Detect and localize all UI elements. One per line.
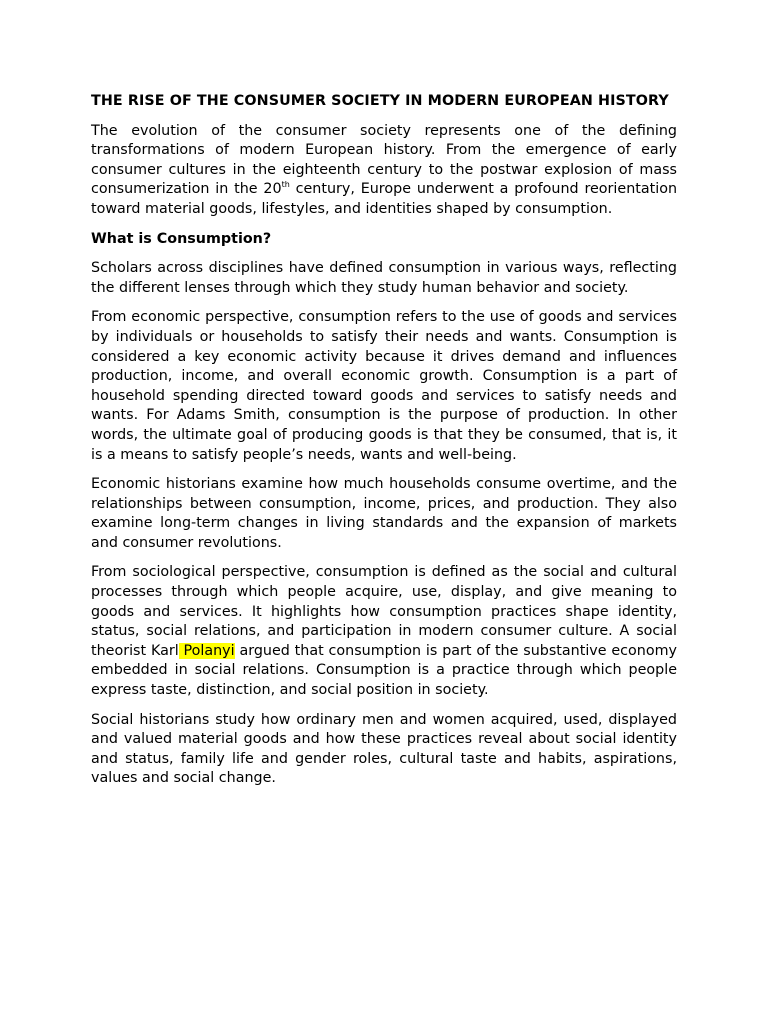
intro-text-before-sup: The evolution of the consumer society represents one of the defining transformations of modern European history. From the emergence of early consumer cultures in the eighteenth century to the postwar explosion of mass consumerization in the 20 <box>91 122 677 198</box>
paragraph-sociological-perspective <box>91 563 677 700</box>
document-title: THE RISE OF THE CONSUMER SOCIETY IN MODERN EUROPEAN HISTORY <box>91 93 669 109</box>
paragraph-scholars: Scholars across disciplines have defined consumption in various ways, reflecting the different lenses through which they study human behavior and society. <box>91 260 677 296</box>
intro-text-after-sup: century, Europe underwent a profound reorientation toward material goods, lifestyles, and identities shaped by consumption. <box>91 181 678 217</box>
section-heading: What is Consumption? <box>91 230 272 247</box>
paragraph-social-historians: Social historians study how ordinary men and women acquired, used, displayed and valued material goods and how these practices reveal about social identity and status, family life and gender roles, cultural taste and habits, aspirations, values and social change. <box>91 711 677 787</box>
intro-paragraph <box>91 122 677 220</box>
paragraph-economic-perspective: From economic perspective, consumption refers to the use of goods and services by individuals or households to satisfy their needs and wants. Consumption is considered a key economic activity because it drives demand and influences production, income, and overall economic growth. Consumption is a part of household spending directed toward goods and services to satisfy needs and wants. For Adams Smith, consumption is the purpose of production. In other words, the ultimate goal of producing goods is that they be consumed, that is, it is a means to satisfy people’s needs, wants and well-being. <box>91 309 677 463</box>
sociological-text-before: From sociological perspective, consumption is defined as the social and cultural processes through which people acquire, use, display, and give meaning to goods and services. It highlights how consumption practices shape identity, status, social relations, and participation in modern consumer culture. A social theorist Karl <box>91 564 677 659</box>
paragraph-economic-historians: Economic historians examine how much households consume overtime, and the relationships between consumption, income, prices, and production. They also examine long-term changes in living standards and the expansion of markets and consumer revolutions. <box>91 476 677 551</box>
document-page <box>91 92 677 799</box>
highlighted-text: Polanyi <box>178 642 235 659</box>
sociological-text-after: argued that consumption is part of the substantive economy embedded in social relations. Consumption is a practice through which people express taste, distinction, and social position in society. <box>91 642 677 699</box>
superscript-th: th <box>281 180 290 190</box>
